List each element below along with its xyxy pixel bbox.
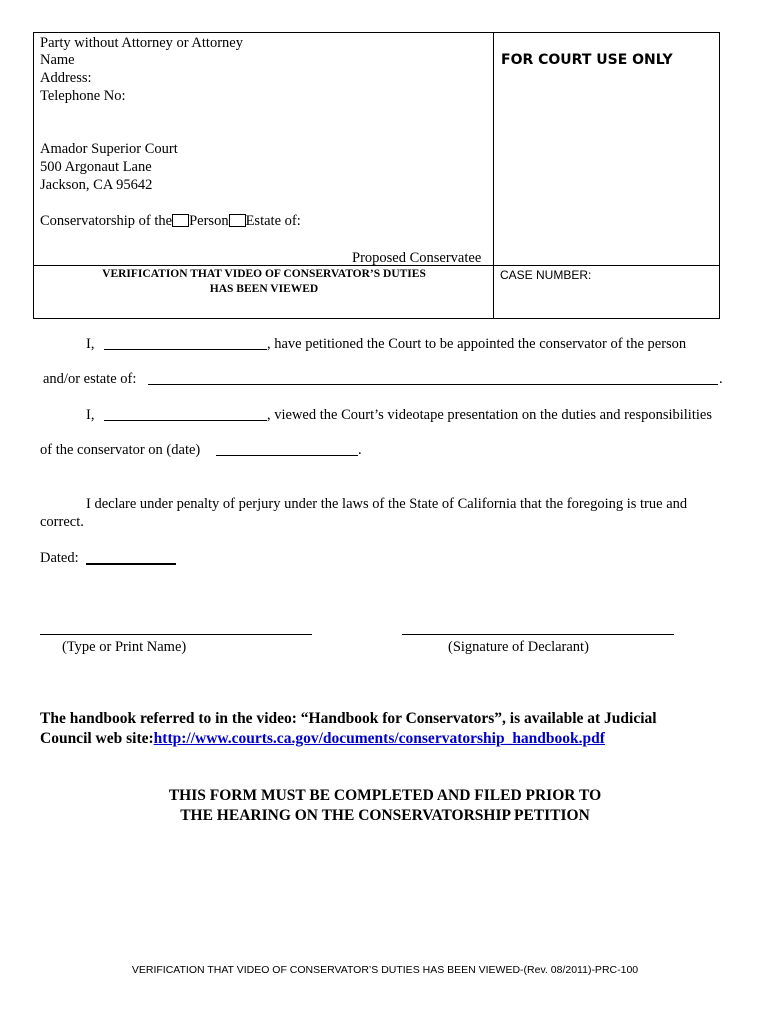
filing-notice-line2: THE HEARING ON THE CONSERVATORSHIP PETITION: [180, 807, 590, 824]
view-date-blank[interactable]: [216, 455, 358, 456]
signature-label: (Signature of Declarant): [448, 639, 589, 655]
estate-checkbox[interactable]: [229, 214, 246, 227]
print-name-line[interactable]: [40, 634, 312, 635]
court-street: 500 Argonaut Lane: [40, 159, 152, 175]
estate-option-label: Estate of:: [245, 213, 301, 229]
signature-line[interactable]: [402, 634, 674, 635]
dated-label: Dated:: [40, 550, 79, 566]
dated-blank[interactable]: [86, 563, 176, 565]
filing-notice: [0, 786, 770, 826]
viewer-name-blank[interactable]: [104, 420, 267, 421]
proposed-conservatee-label: Proposed Conservatee: [352, 250, 482, 266]
p1-line2-prefix: and/or estate of:: [43, 371, 137, 387]
form-footer: VERIFICATION THAT VIDEO OF CONSERVATOR’S DUTIES HAS BEEN VIEWED-(Rev. 08/2011)-PRC-100: [131, 964, 639, 976]
declaration-line1: I declare under penalty of perjury under the laws of the State of California that the foregoing is true and: [86, 496, 688, 512]
court-name: Amador Superior Court: [40, 141, 178, 157]
p1-i: I,: [86, 336, 95, 352]
case-number-label: CASE NUMBER:: [500, 268, 592, 282]
conservatorship-prefix: Conservatorship of the: [40, 213, 173, 229]
telephone-label: Telephone No:: [40, 88, 126, 104]
party-line: Party without Attorney or Attorney: [40, 35, 243, 51]
handbook-line1: The handbook referred to in the video: “Handbook for Conservators”, is available at Judicial: [40, 710, 657, 727]
p2-i: I,: [86, 407, 95, 423]
address-label: Address:: [40, 70, 92, 86]
p1-line2-end: .: [719, 371, 723, 387]
court-use-only-label: FOR COURT USE ONLY: [501, 52, 673, 68]
form-title-line1: VERIFICATION THAT VIDEO OF CONSERVATOR’S DUTIES: [102, 268, 426, 280]
filing-notice-line1: THIS FORM MUST BE COMPLETED AND FILED PRIOR TO: [168, 787, 602, 804]
court-city: Jackson, CA 95642: [40, 177, 153, 193]
petitioner-name-blank[interactable]: [104, 349, 267, 350]
form-title-line2: HAS BEEN VIEWED: [209, 283, 319, 295]
declaration-line2: correct.: [40, 514, 84, 530]
handbook-line2-prefix: Council web site:: [40, 730, 154, 747]
conservatorship-line: [40, 213, 301, 230]
form-title: [40, 267, 488, 297]
type-print-name-label: (Type or Print Name): [62, 639, 187, 655]
p2-rest: , viewed the Court’s videotape presentation on the duties and responsibilities: [267, 407, 712, 423]
estate-of-blank[interactable]: [148, 384, 718, 385]
name-label: Name: [40, 52, 75, 68]
p2-line2-end: .: [358, 442, 362, 458]
p2-line2-prefix: of the conservator on (date): [40, 442, 201, 458]
caption-divider-vertical: [493, 32, 494, 319]
person-option-label: Person: [189, 213, 229, 229]
handbook-link[interactable]: http://www.courts.ca.gov/documents/conservatorship_handbook.pdf: [153, 730, 605, 747]
person-checkbox[interactable]: [172, 214, 189, 227]
handbook-line2: [40, 729, 605, 749]
p1-rest: , have petitioned the Court to be appointed the conservator of the person: [267, 336, 687, 352]
